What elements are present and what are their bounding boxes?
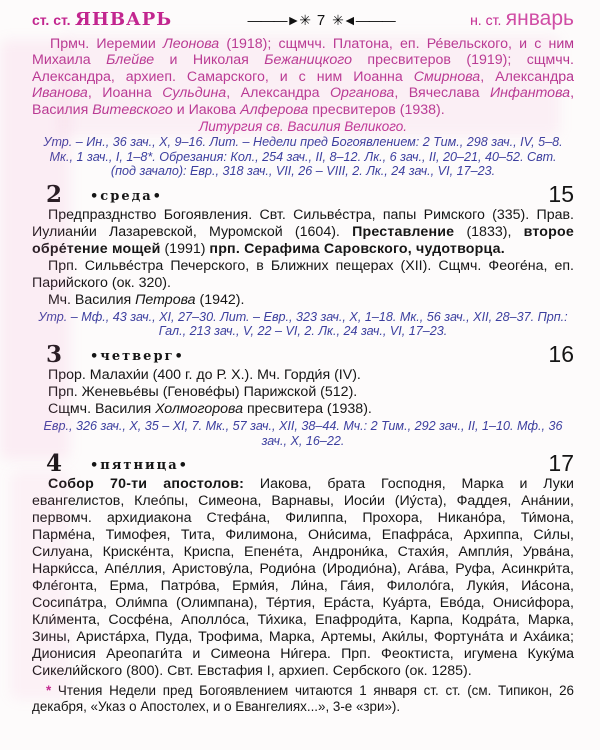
day-number-new: 16 xyxy=(548,341,574,367)
day-paragraph: Прор. Малахи́и (400 г. до Р. Х.). Мч. Горди́я (IV). xyxy=(48,367,361,383)
day-readings: Евр., 326 зач., X, 35 – XI, 7. Мк., 57 зач., XII, 38–44. Мч.: 2 Тим., 292 зач., II, 1–10. Мф., 36 зач., X, 16–22. xyxy=(43,419,563,448)
day-number-old: 3 xyxy=(46,341,63,368)
ornament-left-icon: ———►✳ xyxy=(247,12,311,28)
day-paragraph: Прп. Женевье́вы (Генове́фы) Парижской (512). xyxy=(48,384,358,400)
new-martyrs-paragraph: Прмч. Иеремии Леонова (1918); сщмчч. Платона, еп. Ре́вельского, и с ним Михаила Блейве и Николая Бежаницкого пресвитеров (1919); сщмчч. Александра, архиеп. Самарского, и с ним Иоанна Смирнова, Александра Иванова, Иоанна Сульдина, Александра Органова, Вячеслава Инфантова, Василия Витевского и Иакова Алферова пресвитеров (1938). xyxy=(32,36,575,118)
day-header xyxy=(32,450,574,478)
new-style-prefix: н. ст. xyxy=(470,12,502,28)
footnote: * Чтения Недели пред Богоявлением читаются 1 января ст. ст. (см. Типикон, 26 декабря, «Указ о Апостолех, и о Евангелиях...», 3-е «зри»). xyxy=(32,683,574,715)
page-number: 7 xyxy=(316,12,326,29)
weekday-label: •четверг• xyxy=(90,349,185,364)
month-label-old-style: ЯНВАРЬ xyxy=(74,9,173,30)
readings-intro: Утр. – Ин., 36 зач., X, 9–16. Лит. – Недели пред Богоявлением: 2 Тим., 298 зач., IV, 5–8. Мк., 1 зач., I, 1–8*. Обрезания: Кол., 254 зач., II, 8–12. Лк., 6 зач., II, 20–21, 40–52. Свт. (под зачало): Евр., 318 зач., VII, 26 – VIII, 2. Лк., 24 зач., VI, 17–23. xyxy=(43,135,563,179)
header-old-style xyxy=(32,9,172,30)
header-new-style xyxy=(470,7,574,31)
day-number-new: 15 xyxy=(548,180,574,207)
ornament-right-icon: ✳◄——— xyxy=(332,12,395,28)
weekday-label: •пятница• xyxy=(90,458,189,474)
day-paragraph: Собор 70-ти апостолов: Иакова, брата Господня, Марка и Луки евангелистов, Клео́пы, Симеона, Варнавы, Иоси́и (Иу́ста), Фаддея, Ана́нии, первомч. архидиакона Стефа́на, Филиппа, Прохора, Никано́ра, Ти́мона, Парме́на, Тимофея, Тита, Филимона, Они́сима, Епафра́са, Архиппа, Си́лы, Силуана, Криске́нта, Криспа, Епене́та, Андрони́ка, Стахи́я, Ампли́я, Урва́на, Нарки́сса, Апе́ллия, Аристову́ла, Родио́на (Иродио́на), Ага́ва, Руфа, Асинкри́та, Фле́гонта, Ерма, Патро́ва, Ерми́я, Ли́на, Га́ия, Филоло́га, Луки́я, Иа́сона, Сосипа́тра, Оли́мпа (Олимпана), Те́ртия, Ера́ста, Куа́рта, Ево́да, Ониси́фора, Кли́мента, Сосфе́на, Аполло́са, Ти́хика, Епафроди́та, Карпа, Кодра́та, Марка, Зины, Ариста́рха, Пуда, Трофима, Марка, Артемы, Аки́лы, Фортуна́та и Аха́ика; Дионисия Ареопаги́та и Симеона Ни́гера. Прп. Феоктиста, игумена Куку́ма Сикели́йского (800). Свт. Евстафия I, архиеп. Сербского (ок. 1285). xyxy=(32,476,574,680)
liturgy-note: Литургия св. Василия Великого. xyxy=(198,119,408,135)
day-paragraph: Прп. Сильве́стра Печерского, в Ближних пещерах (XII). Сщмч. Феоге́на, еп. Парийского (ок. 320). xyxy=(32,257,574,291)
old-style-prefix: ст. ст. xyxy=(32,12,71,28)
day-header xyxy=(32,181,574,206)
day-paragraph: Мч. Василия Петрова (1942). xyxy=(48,291,245,308)
day-paragraph: Сщмч. Василия Холмогорова пресвитера (1938). xyxy=(48,401,372,417)
day-paragraph: Предпразднство Богоявления. Свт. Сильве́стра, папы Римского (335). Прав. Иулиани́и Лазаревской, Муромской (1604). Преставление (1833), второе обре́тение мощей (1991) прп. Серафима Саровского, чудотворца. xyxy=(32,206,574,257)
page-number-ornament xyxy=(247,12,394,29)
page-header xyxy=(32,7,574,33)
day-number-old: 4 xyxy=(46,450,63,478)
day-number-old: 2 xyxy=(46,180,63,208)
day-readings: Утр. – Мф., 43 зач., XI, 27–30. Лит. – Евр., 323 зач., X, 1–18. Мк., 56 зач., XII, 28–37. Прп.: Гал., 213 зач., V, 22 – VI, 2. Лк., 24 зач., VI, 17–23. xyxy=(38,309,568,339)
month-label-new-style: январь xyxy=(505,7,574,30)
day-number-new: 17 xyxy=(548,450,574,477)
weekday-label: •среда• xyxy=(90,188,163,204)
day-header xyxy=(32,341,574,366)
